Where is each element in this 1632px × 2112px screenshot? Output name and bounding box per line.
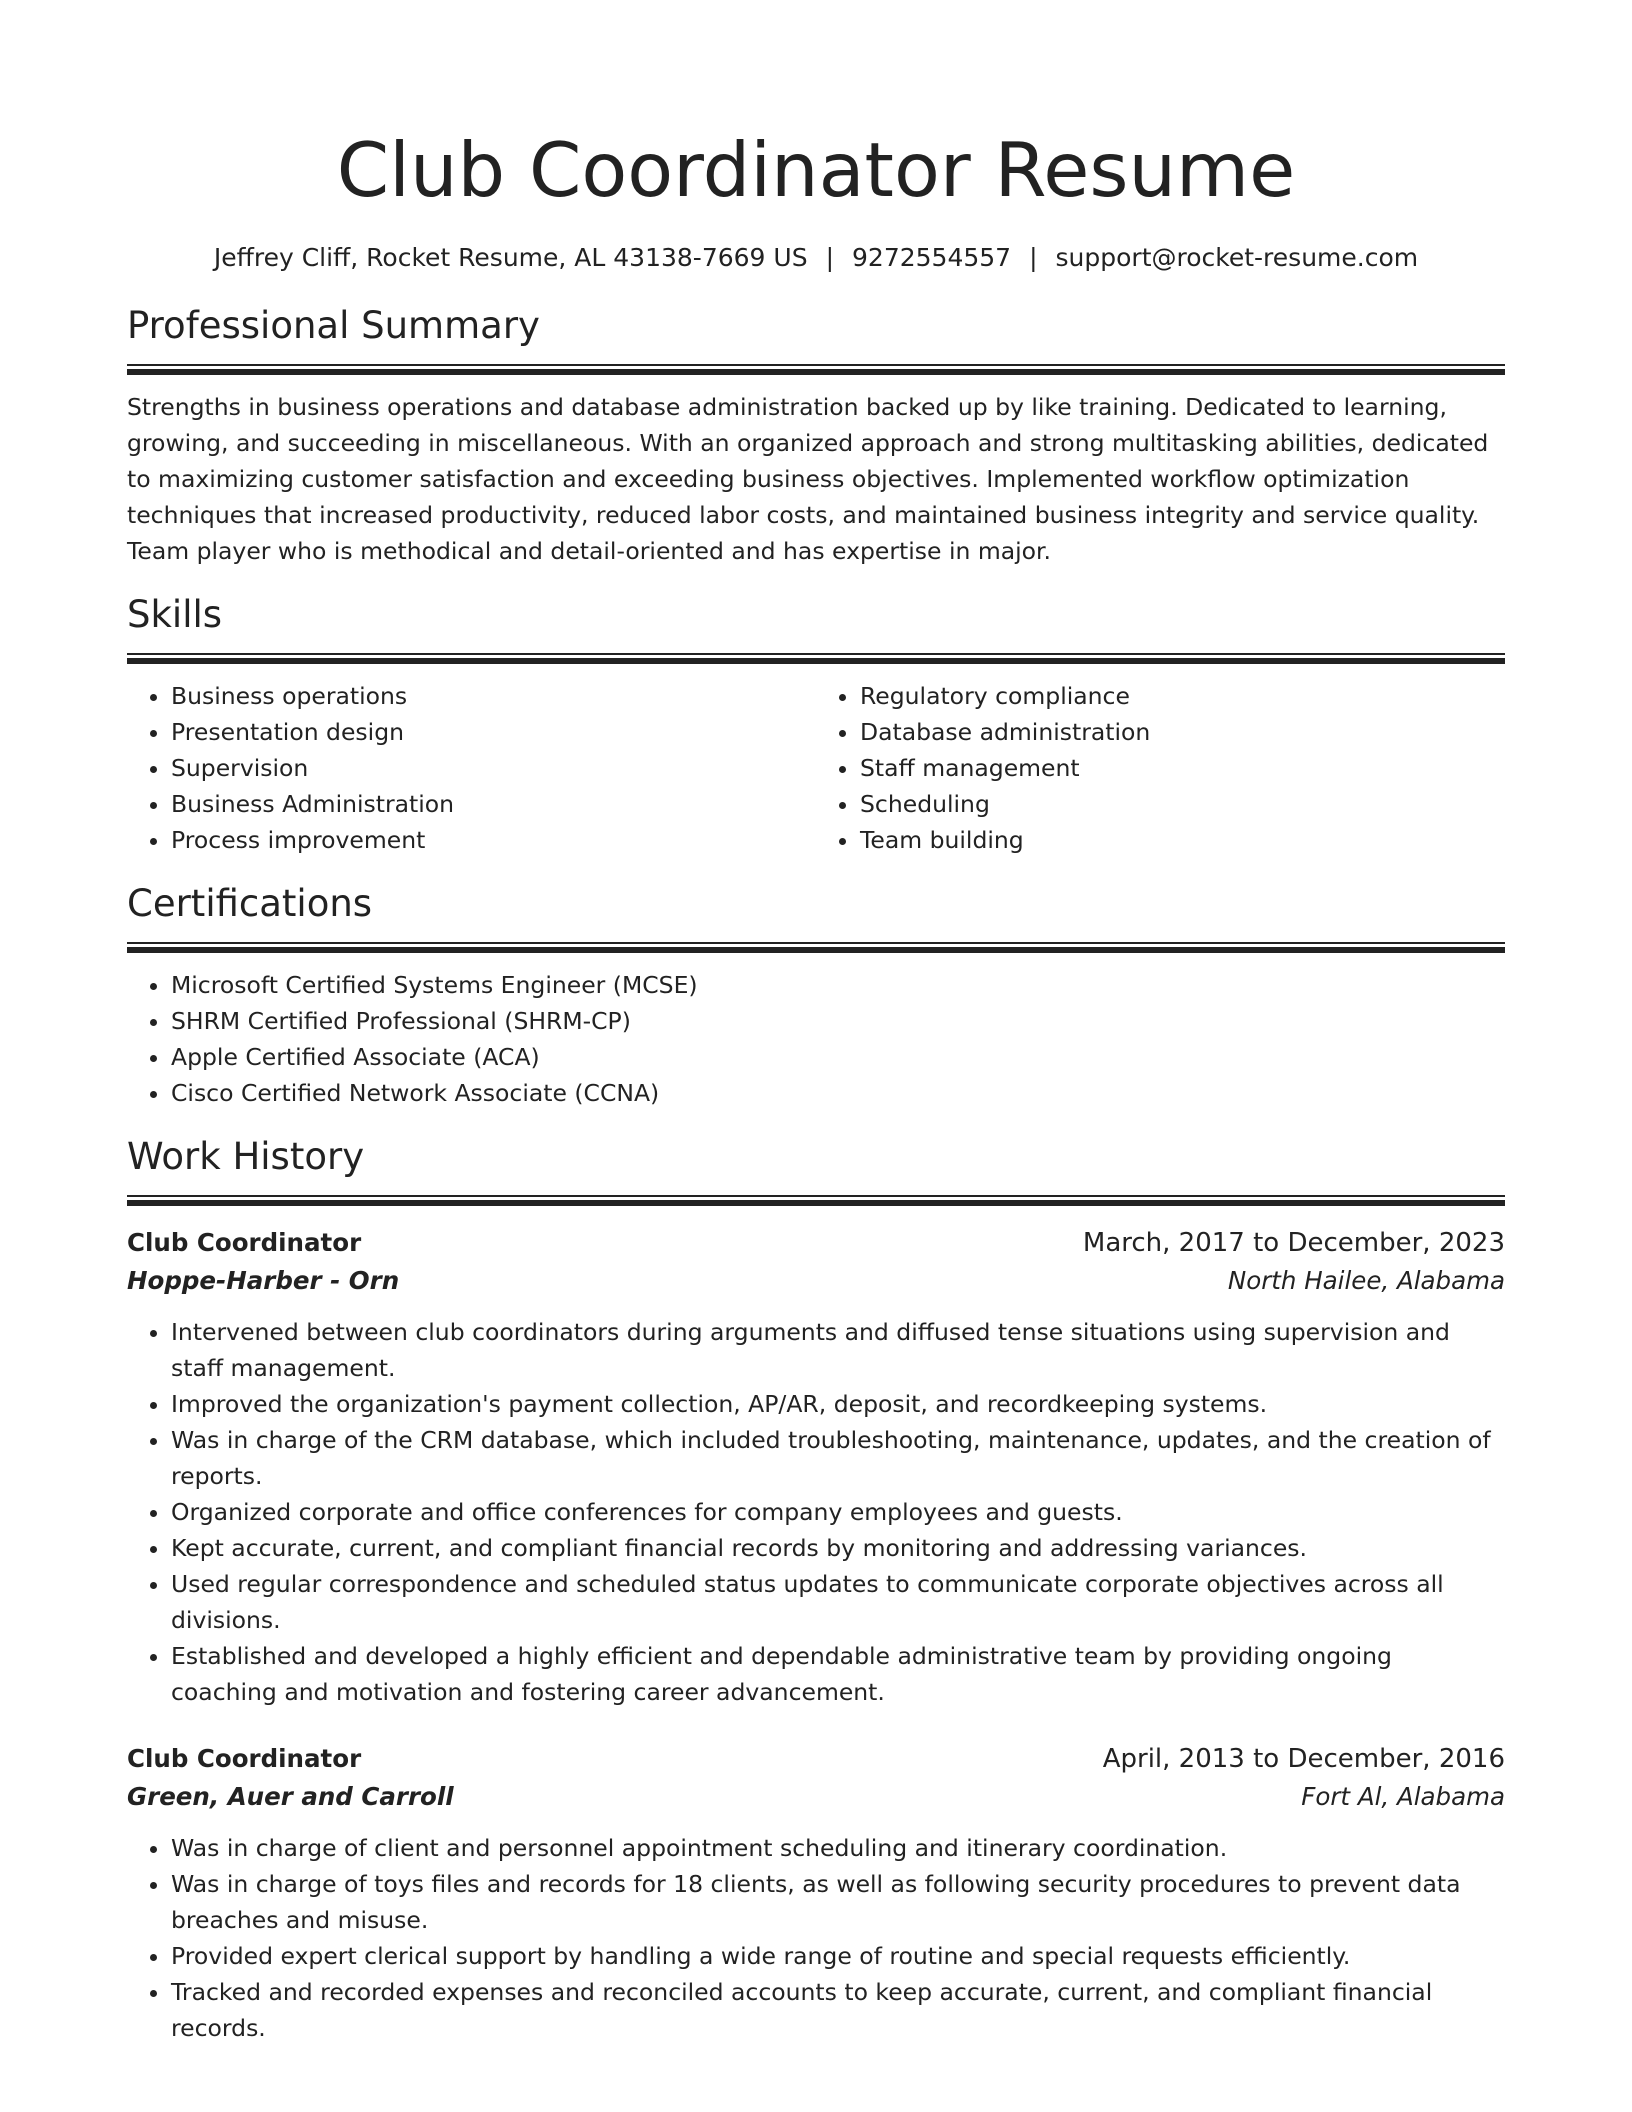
contact-address: Jeffrey Cliff, Rocket Resume, AL 43138-7669 US [213,243,808,272]
job-bullet: • Improved the organization's payment collection, AP/AR, deposit, and recordkeeping systems. [171,1386,1505,1422]
certification-item: • Microsoft Certified Systems Engineer (MCSE) [171,967,1505,1003]
summary-heading: Professional Summary [127,304,540,347]
section-divider [127,1195,1505,1206]
certifications-heading: Certifications [127,882,373,925]
job-title: Club Coordinator [127,1744,362,1773]
job-bullet: • Provided expert clerical support by handling a wide range of routine and special requests efficiently. [171,1938,1505,1974]
job-bullets [127,1830,1505,2046]
job-dates: April, 2013 to December, 2016 [1102,1744,1505,1774]
certifications-list [127,967,1505,1111]
skill-item: • Database administration [860,714,1505,750]
section-divider [127,364,1505,375]
certification-item: • Cisco Certified Network Associate (CCNA) [171,1075,1505,1111]
skills-columns [127,678,1505,858]
skill-item: • Scheduling [860,786,1505,822]
resume-title: Club Coordinator Resume [336,126,1296,214]
job-location: North Hailee, Alabama [1227,1266,1505,1295]
job-bullet: • Tracked and recorded expenses and reconciled accounts to keep accurate, current, and compliant financial records. [171,1974,1505,2046]
contact-separator: | [1029,243,1038,272]
contact-separator: | [825,243,835,272]
job-location: Fort Al, Alabama [1301,1782,1505,1811]
job-dates: March, 2017 to December, 2023 [1082,1228,1505,1258]
contact-line [127,240,1505,276]
skills-section [127,591,1505,858]
job-bullets [127,1314,1505,1710]
skill-item: • Process improvement [171,822,816,858]
job-title-row [127,1224,1505,1262]
job-entry [127,1740,1505,2046]
section-divider [127,653,1505,664]
summary-text: Strengths in business operations and database administration backed up by like training. Dedicated to learning, growing, and succeeding in miscellaneous. With an organized approach and strong multitasking abilities, dedicated to maximizing customer satisfaction and exceeding business objectives. Implemented workflow optimization techniques that increased productivity, reduced labor costs, and maintained business integrity and service quality. Team player who is methodical and detail-oriented and has expertise in major. [127,393,1489,565]
job-bullet: • Organized corporate and office conferences for company employees and guests. [171,1494,1505,1530]
job-entry [127,1224,1505,1710]
skill-item: • Presentation design [171,714,816,750]
skill-item: • Business Administration [171,786,816,822]
job-company: Green, Auer and Carroll [127,1782,454,1811]
skill-item: • Supervision [171,750,816,786]
work-history-section [127,1133,1505,2046]
job-bullet: • Established and developed a highly efficient and dependable administrative team by providing ongoing coaching and motivation and fostering career advancement. [171,1638,1505,1710]
job-bullet: • Used regular correspondence and scheduled status updates to communicate corporate objectives across all divisions. [171,1566,1505,1638]
work-history-heading: Work History [127,1135,365,1178]
skill-item: • Regulatory compliance [860,678,1505,714]
summary-section [127,302,1505,569]
job-bullet: • Was in charge of toys files and records for 18 clients, as well as following security procedures to prevent data breaches and misuse. [171,1866,1505,1938]
skills-heading: Skills [127,593,223,636]
contact-email: support@rocket-resume.com [1055,243,1419,272]
job-company: Hoppe-Harber - Orn [127,1266,400,1295]
job-title: Club Coordinator [127,1228,362,1257]
job-title-row [127,1740,1505,1778]
job-bullet: • Was in charge of the CRM database, which included troubleshooting, maintenance, updates, and the creation of reports. [171,1422,1505,1494]
certification-item: • Apple Certified Associate (ACA) [171,1039,1505,1075]
job-bullet: • Intervened between club coordinators during arguments and diffused tense situations using supervision and staff management. [171,1314,1505,1386]
skills-right-list [816,678,1505,858]
job-bullet: • Kept accurate, current, and compliant financial records by monitoring and addressing variances. [171,1530,1505,1566]
job-bullet: • Was in charge of client and personnel appointment scheduling and itinerary coordination. [171,1830,1505,1866]
skill-item: • Business operations [171,678,816,714]
skill-item: • Staff management [860,750,1505,786]
skills-left-list [127,678,816,858]
section-divider [127,942,1505,953]
skill-item: • Team building [860,822,1505,858]
contact-phone: 9272554557 [852,243,1012,272]
job-company-row [127,1262,1505,1300]
job-company-row [127,1778,1505,1816]
certifications-section [127,880,1505,1111]
certification-item: • SHRM Certified Professional (SHRM-CP) [171,1003,1505,1039]
